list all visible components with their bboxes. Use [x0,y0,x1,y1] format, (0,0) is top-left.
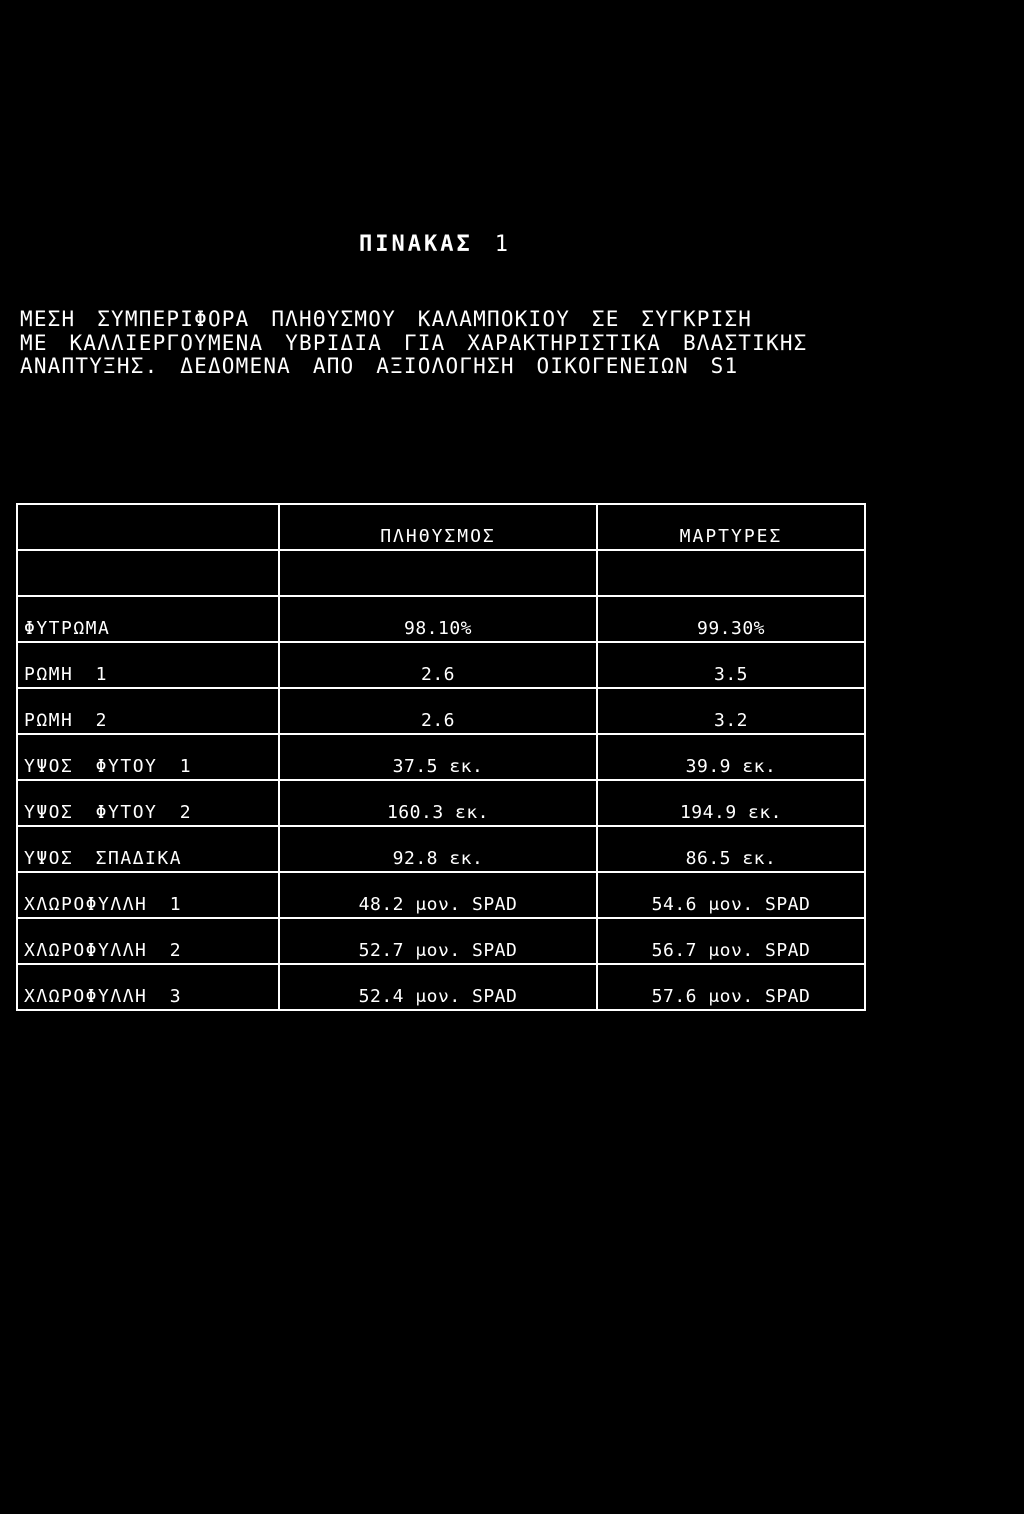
row-label: ΥΨΟΣ ΦΥΤΟΥ 1 [17,734,279,780]
spacer-cell [279,550,597,596]
header-cell-empty [17,504,279,550]
table-row [17,734,865,780]
controls-value: 3.5 [597,642,865,688]
table-row [17,688,865,734]
caption-line: ΑΝΑΠΤΥΞΗΣ. ΔΕΔΟΜΕΝΑ ΑΠΟ ΑΞΙΟΛΟΓΗΣΗ ΟΙΚΟΓΕΝΕΙΩΝ S1 [20,354,739,378]
header-cell-controls: ΜΑΡΤΥΡΕΣ [597,504,865,550]
population-value: 52.7 μον. SPAD [279,918,597,964]
table-row [17,780,865,826]
spacer-cell [17,550,279,596]
population-value: 92.8 εκ. [279,826,597,872]
row-label: ΡΩΜΗ 1 [17,642,279,688]
header-cell-population: ΠΛΗΘΥΣΜΟΣ [279,504,597,550]
table-row [17,826,865,872]
table-title-number: 1 [494,232,511,257]
spacer-cell [597,550,865,596]
table-spacer-row [17,550,865,596]
controls-value: 54.6 μον. SPAD [597,872,865,918]
table-row [17,964,865,1010]
row-label: ΥΨΟΣ ΦΥΤΟΥ 2 [17,780,279,826]
data-table [16,503,866,1011]
row-label: ΥΨΟΣ ΣΠΑΔΙΚΑ [17,826,279,872]
controls-value: 39.9 εκ. [597,734,865,780]
controls-value: 86.5 εκ. [597,826,865,872]
controls-value: 57.6 μον. SPAD [597,964,865,1010]
row-label: ΧΛΩΡΟΦΥΛΛΗ 2 [17,918,279,964]
table-header-row [17,504,865,550]
controls-value: 3.2 [597,688,865,734]
row-label: ΧΛΩΡΟΦΥΛΛΗ 1 [17,872,279,918]
table-title [0,232,870,257]
population-value: 37.5 εκ. [279,734,597,780]
table-caption [20,308,840,379]
table-row [17,918,865,964]
population-value: 2.6 [279,642,597,688]
population-value: 52.4 μον. SPAD [279,964,597,1010]
table-row [17,642,865,688]
population-value: 160.3 εκ. [279,780,597,826]
row-label: ΡΩΜΗ 2 [17,688,279,734]
row-label: ΧΛΩΡΟΦΥΛΛΗ 3 [17,964,279,1010]
controls-value: 194.9 εκ. [597,780,865,826]
controls-value: 99.30% [597,596,865,642]
caption-line: ΜΕ ΚΑΛΛΙΕΡΓΟΥΜΕΝΑ ΥΒΡΙΔΙΑ ΓΙΑ ΧΑΡΑΚΤΗΡΙΣΤΙΚΑ ΒΛΑΣΤΙΚΗΣ [20,330,808,355]
table-row [17,596,865,642]
row-label: ΦΥΤΡΩΜΑ [17,596,279,642]
population-value: 48.2 μον. SPAD [279,872,597,918]
population-value: 98.10% [279,596,597,642]
table-title-label: ΠΙΝΑΚΑΣ [359,232,473,257]
table-row [17,872,865,918]
population-value: 2.6 [279,688,597,734]
controls-value: 56.7 μον. SPAD [597,918,865,964]
caption-line: ΜΕΣΗ ΣΥΜΠΕΡΙΦΟΡΑ ΠΛΗΘΥΣΜΟΥ ΚΑΛΑΜΠΟΚΙΟΥ ΣΕ ΣΥΓΚΡΙΣΗ [20,307,753,331]
